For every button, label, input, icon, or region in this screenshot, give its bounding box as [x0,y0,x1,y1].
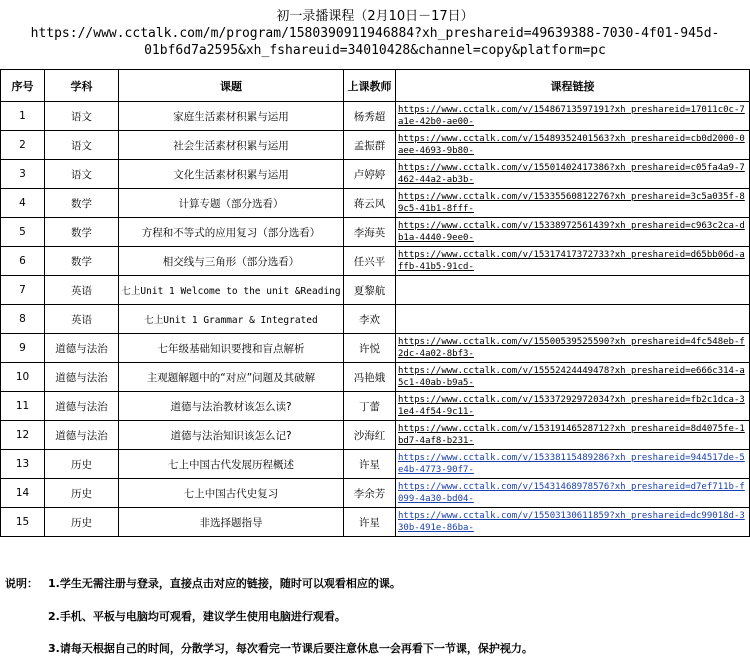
row-number: 11 [1,392,45,421]
note-item: 3.请每天根据自己的时间，分散学习，每次看完一节课后要注意休息一会再看下一节课，保护视力。 [48,642,533,655]
table-row [1,392,750,421]
table-row [1,450,750,479]
row-subject: 道德与法治 [45,392,119,421]
row-subject: 道德与法治 [45,421,119,450]
row-link[interactable]: https://www.cctalk.com/v/15489352401563?xh_preshareid=cb0d2000-0aee-4693-9b80- [396,131,750,160]
row-topic: 相交线与三角形（部分选看） [119,247,344,276]
row-teacher: 李欢 [344,305,396,334]
row-topic: 七上Unit 1 Grammar & Integrated [119,305,344,334]
row-topic: 计算专题（部分选看） [119,189,344,218]
row-link[interactable]: https://www.cctalk.com/v/15500539525590?xh_preshareid=4fc548eb-f2dc-4a02-8bf3- [396,334,750,363]
row-number: 8 [1,305,45,334]
table-row [1,276,750,305]
table-header-row [1,70,750,102]
row-topic: 七上中国古代史复习 [119,479,344,508]
row-topic: 七上Unit 1 Welcome to the unit &Reading [119,276,344,305]
row-number: 14 [1,479,45,508]
page-title: 初一录播课程（2月10日－17日） [276,9,474,24]
row-teacher: 夏黎航 [344,276,396,305]
row-subject: 历史 [45,508,119,537]
header-link: 课程链接 [396,70,750,102]
row-teacher: 丁蕾 [344,392,396,421]
row-number: 2 [1,131,45,160]
row-link[interactable]: https://www.cctalk.com/v/15335560812276?xh_preshareid=3c5a035f-89c5-41b1-8fff- [396,189,750,218]
row-topic: 方程和不等式的应用复习（部分选看） [119,218,344,247]
row-subject: 英语 [45,305,119,334]
row-teacher: 孟振群 [344,131,396,160]
row-topic: 七年级基础知识要搜和盲点解析 [119,334,344,363]
table-row [1,363,750,392]
row-link[interactable]: https://www.cctalk.com/v/15338115489286?xh_preshareid=944517de-5e4b-4773-90f7- [396,450,750,479]
row-number: 15 [1,508,45,537]
row-teacher: 李余芳 [344,479,396,508]
row-topic: 非选择题指导 [119,508,344,537]
row-topic: 家庭生活素材积累与运用 [119,102,344,131]
table-row [1,508,750,537]
row-number: 4 [1,189,45,218]
row-topic: 道德与法治教材该怎么读? [119,392,344,421]
header-teacher: 上课教师 [344,70,396,102]
row-topic: 主观题解题中的“对应”问题及其破解 [119,363,344,392]
row-link[interactable]: https://www.cctalk.com/v/15503130611859?xh_preshareid=dc99018d-330b-491e-86ba- [396,508,750,537]
row-teacher: 蒋云风 [344,189,396,218]
row-number: 1 [1,102,45,131]
row-link[interactable]: https://www.cctalk.com/v/15431468978576?xh_preshareid=d7ef711b-f099-4a30-bd04- [396,479,750,508]
row-number: 10 [1,363,45,392]
header-topic: 课题 [119,70,344,102]
program-url-line-1[interactable]: https://www.cctalk.com/m/program/1580390911946884?xh_preshareid=49639388-7030-4f01-945d- [30,26,720,41]
row-teacher: 许星 [344,450,396,479]
row-subject: 历史 [45,450,119,479]
header-subject: 学科 [45,70,119,102]
row-teacher: 李海英 [344,218,396,247]
row-teacher: 杨秀超 [344,102,396,131]
row-topic: 七上中国古代发展历程概述 [119,450,344,479]
row-subject: 数学 [45,218,119,247]
row-number: 12 [1,421,45,450]
row-number: 5 [1,218,45,247]
table-row [1,102,750,131]
row-teacher: 任兴平 [344,247,396,276]
notes-label: 说明： [5,577,38,590]
program-url-line-2[interactable]: 01bf6d7a2595&xh_fshareuid=34010428&channel=copy&platform=pc [144,43,606,58]
row-subject: 道德与法治 [45,334,119,363]
row-number: 6 [1,247,45,276]
row-teacher: 沙海红 [344,421,396,450]
table-row [1,421,750,450]
course-table [0,69,750,537]
row-subject: 数学 [45,247,119,276]
row-link[interactable]: https://www.cctalk.com/v/15337292972034?xh_preshareid=fb2c1dca-31e4-4f54-9c11- [396,392,750,421]
row-topic: 文化生活素材积累与运用 [119,160,344,189]
row-subject: 语文 [45,160,119,189]
row-link [396,276,750,305]
table-row [1,305,750,334]
row-link [396,305,750,334]
table-row [1,160,750,189]
page-header [0,0,750,59]
row-subject: 数学 [45,189,119,218]
header-no: 序号 [1,70,45,102]
table-row [1,189,750,218]
note-item: 2.手机、平板与电脑均可观看，建议学生使用电脑进行观看。 [48,610,346,623]
row-number: 3 [1,160,45,189]
table-row [1,247,750,276]
row-teacher: 许星 [344,508,396,537]
row-teacher: 卢婷婷 [344,160,396,189]
row-topic: 道德与法治知识该怎么记? [119,421,344,450]
row-link[interactable]: https://www.cctalk.com/v/15501402417386?xh_preshareid=c05fa4a9-7462-44a2-ab3b- [396,160,750,189]
row-subject: 英语 [45,276,119,305]
row-teacher: 冯艳娥 [344,363,396,392]
row-link[interactable]: https://www.cctalk.com/v/15552424449478?xh_preshareid=e666c314-a5c1-40ab-b9a5- [396,363,750,392]
row-topic: 社会生活素材积累与运用 [119,131,344,160]
table-row [1,334,750,363]
row-subject: 道德与法治 [45,363,119,392]
row-subject: 历史 [45,479,119,508]
table-row [1,131,750,160]
row-subject: 语文 [45,102,119,131]
row-link[interactable]: https://www.cctalk.com/v/15317417372733?xh_preshareid=d65bb06d-affb-41b5-91cd- [396,247,750,276]
row-link[interactable]: https://www.cctalk.com/v/15486713597191?xh_preshareid=17011c0c-7a1e-42b0-ae00- [396,102,750,131]
table-row [1,218,750,247]
row-number: 13 [1,450,45,479]
row-teacher: 许悦 [344,334,396,363]
row-number: 7 [1,276,45,305]
row-number: 9 [1,334,45,363]
row-link[interactable]: https://www.cctalk.com/v/15319146528712?xh_preshareid=8d4075fe-1bd7-4af8-b231- [396,421,750,450]
table-row [1,479,750,508]
note-item: 1.学生无需注册与登录，直接点击对应的链接，随时可以观看相应的课。 [48,577,401,590]
row-link[interactable]: https://www.cctalk.com/v/15338972561439?xh_preshareid=c963c2ca-db1a-4440-9ee0- [396,218,750,247]
row-subject: 语文 [45,131,119,160]
